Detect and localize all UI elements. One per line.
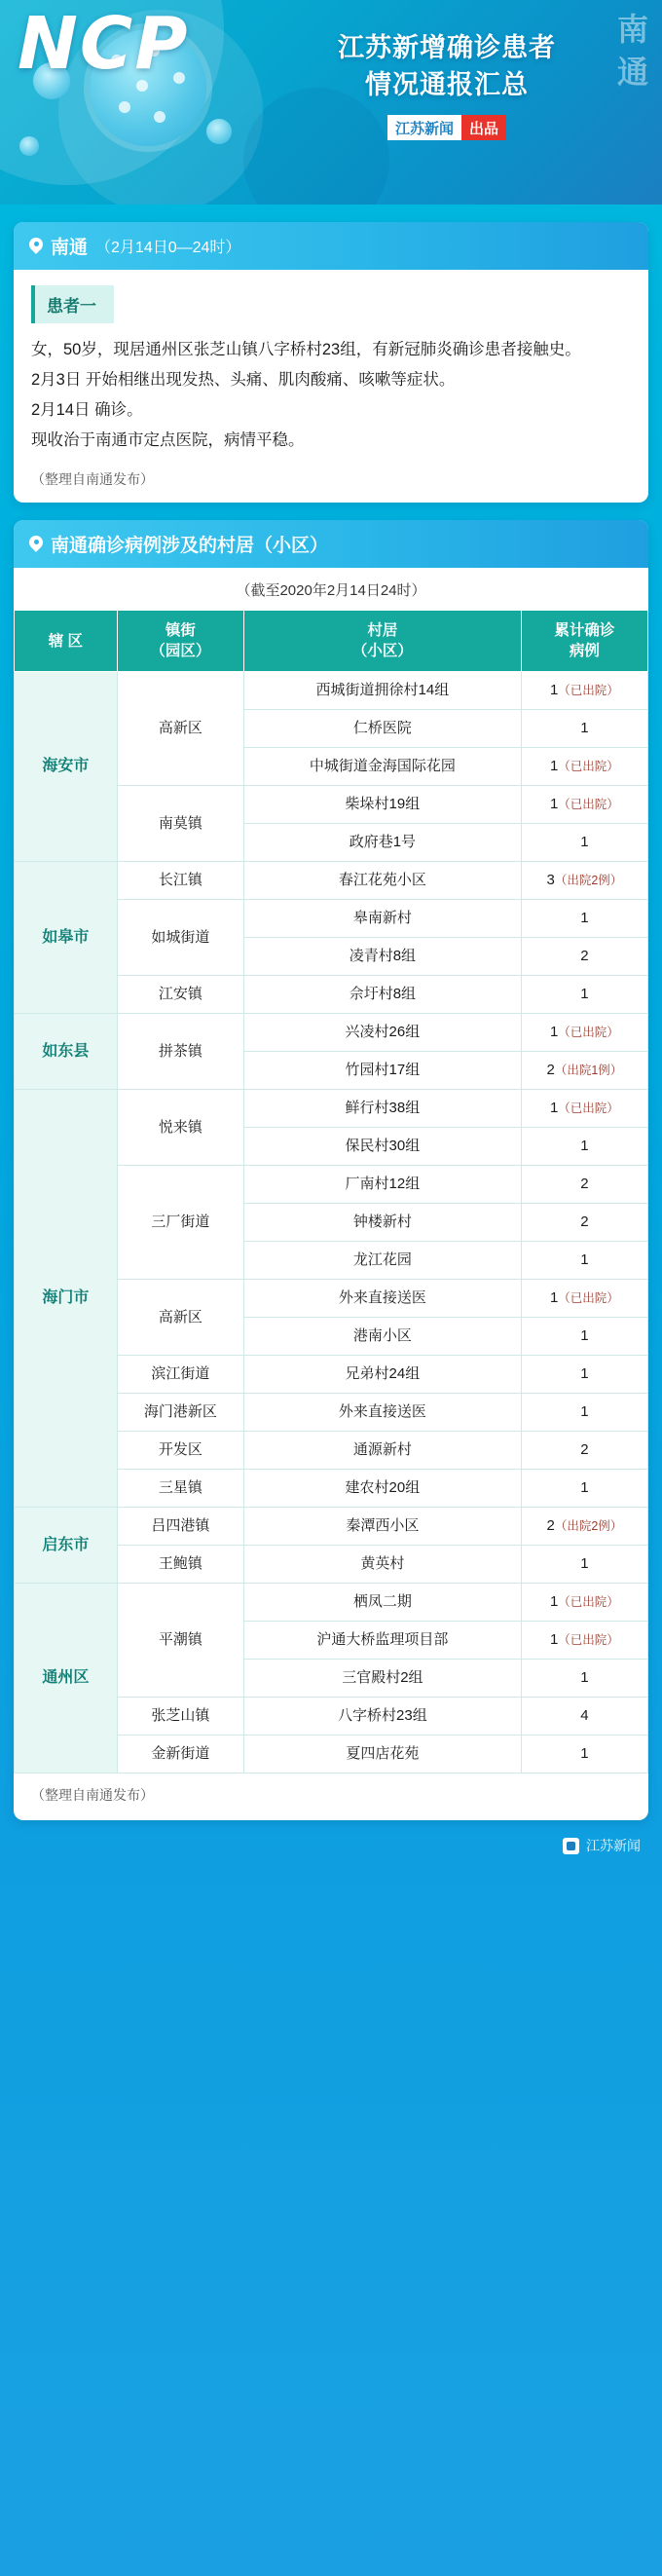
cell-count (521, 824, 647, 862)
cell-count (521, 1242, 647, 1280)
cell-village: 皋南新村 (243, 900, 521, 938)
page-header (0, 0, 662, 205)
cell-area: 启东市 (15, 1508, 118, 1584)
cell-town: 拼茶镇 (117, 1014, 243, 1090)
village-table-header (14, 520, 648, 568)
producer-badge-label: 出品 (461, 115, 506, 140)
patient-paragraph-4: 现收治于南通市定点医院，病情平稳。 (31, 431, 305, 449)
cell-town: 张芝山镇 (117, 1698, 243, 1736)
cell-town: 平潮镇 (117, 1584, 243, 1698)
cell-town: 王鲍镇 (117, 1546, 243, 1584)
brand-logo-icon (563, 1838, 579, 1854)
location-pin-icon (29, 536, 43, 553)
cell-village: 政府巷1号 (243, 824, 521, 862)
th-count-line1: 累计确诊 (554, 622, 615, 639)
cell-area: 海安市 (15, 672, 118, 862)
cell-count-note: （已出院） (558, 1633, 619, 1647)
th-village-line1: 村居 (367, 622, 398, 639)
th-count (521, 611, 647, 672)
cell-count (521, 672, 647, 710)
cell-village: 黄英村 (243, 1546, 521, 1584)
cell-count (521, 1584, 647, 1622)
cell-count-value: 1 (549, 1289, 559, 1306)
cell-count (521, 1546, 647, 1584)
village-table-card (14, 520, 648, 1820)
village-table-title: 南通确诊病例涉及的村居（小区） (51, 536, 329, 556)
cell-village: 建农村20组 (243, 1470, 521, 1508)
cell-count-value: 1 (580, 1479, 589, 1496)
cell-village: 龙江花园 (243, 1242, 521, 1280)
cell-count (521, 1128, 647, 1166)
cell-village: 凌青村8组 (243, 938, 521, 976)
ncp-logo: NCP (18, 2, 190, 86)
cell-count-note: （已出院） (558, 1595, 619, 1609)
cell-town: 吕四港镇 (117, 1508, 243, 1546)
cell-count-value: 4 (580, 1707, 589, 1724)
table-row (15, 1090, 648, 1128)
table-row (15, 862, 648, 900)
cell-town: 悦来镇 (117, 1090, 243, 1166)
cell-town: 如城街道 (117, 900, 243, 976)
cell-town: 三厂街道 (117, 1166, 243, 1280)
cell-village: 栖凤二期 (243, 1584, 521, 1622)
cell-village: 八字桥村23组 (243, 1698, 521, 1736)
cell-village: 沪通大桥监理项目部 (243, 1622, 521, 1660)
cell-count-value: 1 (549, 796, 559, 812)
cell-town: 金新街道 (117, 1736, 243, 1773)
cell-count (521, 1432, 647, 1470)
cell-count-value: 1 (580, 720, 589, 736)
cell-count-value: 1 (580, 1138, 589, 1154)
cell-count-value: 1 (580, 1669, 589, 1686)
cell-village: 西城街道拥徐村14组 (243, 672, 521, 710)
cell-count-value: 1 (580, 1745, 589, 1762)
cell-count (521, 1204, 647, 1242)
cell-village: 外来直接送医 (243, 1280, 521, 1318)
cell-town: 开发区 (117, 1432, 243, 1470)
cell-count-note: （已出院） (558, 798, 619, 811)
cell-village: 港南小区 (243, 1318, 521, 1356)
header-title-line2: 情况通报汇总 (365, 70, 529, 99)
cell-count (521, 1166, 647, 1204)
cell-count (521, 1280, 647, 1318)
cell-village: 仁桥医院 (243, 710, 521, 748)
village-table-source-note: （整理自南通发布） (31, 1787, 154, 1803)
patient-paragraph-3: 2月14日 确诊。 (31, 401, 143, 419)
th-town (117, 611, 243, 672)
patient-card-location: 南通 (51, 238, 89, 258)
patient-paragraph-1: 女，50岁，现居通州区张芝山镇八字桥村23组，有新冠肺炎确诊患者接触史。 (31, 341, 581, 358)
cell-count-value: 1 (580, 1403, 589, 1420)
cell-area: 如皋市 (15, 862, 118, 1014)
cell-count (521, 1052, 647, 1090)
th-area-line1: 辖 区 (48, 632, 84, 650)
patient-card-body (14, 270, 648, 503)
th-count-line2: 病例 (569, 643, 600, 659)
cell-count-value: 1 (549, 1631, 559, 1648)
cell-count-value: 2 (546, 1517, 555, 1534)
patient-card (14, 222, 648, 503)
th-village (243, 611, 521, 672)
cell-town: 南莫镇 (117, 786, 243, 862)
cell-village: 厂南村12组 (243, 1166, 521, 1204)
cell-count (521, 1660, 647, 1698)
patient-paragraph-2: 2月3日 开始相继出现发热、头痛、肌肉酸痛、咳嗽等症状。 (31, 371, 456, 389)
header-title-block (286, 29, 607, 140)
cell-town: 高新区 (117, 1280, 243, 1356)
cell-village: 春江花苑小区 (243, 862, 521, 900)
cell-count-value: 3 (546, 872, 555, 888)
cell-village: 佘圩村8组 (243, 976, 521, 1014)
cell-village: 竹园村17组 (243, 1052, 521, 1090)
th-town-line1: 镇街 (165, 622, 196, 639)
cell-count (521, 1622, 647, 1660)
cell-count (521, 1508, 647, 1546)
patient-card-timerange: （2月14日0—24时） (95, 240, 241, 256)
cell-town: 滨江街道 (117, 1356, 243, 1394)
table-header-row (15, 611, 648, 672)
cell-count (521, 862, 647, 900)
location-pin-icon (29, 238, 43, 255)
cell-village: 夏四店花苑 (243, 1736, 521, 1773)
village-table-caption: （截至2020年2月14日24时） (236, 582, 426, 599)
cell-village: 秦潭西小区 (243, 1508, 521, 1546)
page-footer (0, 1820, 662, 1871)
th-area (15, 611, 118, 672)
cell-town: 海门港新区 (117, 1394, 243, 1432)
cell-count (521, 786, 647, 824)
cell-count-note: （出院1例） (554, 1064, 623, 1077)
cell-village: 三官殿村2组 (243, 1660, 521, 1698)
cell-count (521, 938, 647, 976)
cell-count (521, 710, 647, 748)
producer-badge (387, 115, 506, 140)
cell-count-note: （出院2例） (554, 874, 623, 887)
village-table (14, 610, 648, 1773)
cell-count (521, 1736, 647, 1773)
header-side-text: 南通 (616, 12, 650, 90)
cell-count (521, 900, 647, 938)
table-row (15, 672, 648, 710)
cell-count-note: （已出院） (558, 1026, 619, 1039)
cell-count-value: 1 (580, 1327, 589, 1344)
patient-source-note: （整理自南通发布） (31, 471, 154, 487)
cell-count-value: 1 (549, 1593, 559, 1610)
cell-count-value: 1 (580, 1555, 589, 1572)
cell-count-value: 2 (580, 1176, 589, 1192)
cell-village: 外来直接送医 (243, 1394, 521, 1432)
cell-count (521, 1090, 647, 1128)
virus-icon-small (206, 119, 232, 144)
cell-count-value: 2 (580, 948, 589, 964)
cell-count (521, 1014, 647, 1052)
cell-village: 鲜行村38组 (243, 1090, 521, 1128)
producer-badge-brand: 江苏新闻 (387, 115, 461, 140)
cell-village: 兴凌村26组 (243, 1014, 521, 1052)
cell-count-note: （已出院） (558, 684, 619, 697)
cell-count (521, 748, 647, 786)
header-title-line1: 江苏新增确诊患者 (338, 33, 556, 62)
cell-count-value: 1 (580, 1365, 589, 1382)
cell-village: 柴垛村19组 (243, 786, 521, 824)
cell-area: 如东县 (15, 1014, 118, 1090)
cell-area: 海门市 (15, 1090, 118, 1508)
cell-town: 三星镇 (117, 1470, 243, 1508)
cell-count-note: （已出院） (558, 760, 619, 773)
cell-count-note: （出院2例） (554, 1519, 623, 1533)
th-village-line2: （小区） (351, 643, 413, 659)
cell-count-value: 1 (580, 1251, 589, 1268)
patient-tag: 患者一 (31, 285, 114, 323)
cell-count-value: 1 (549, 1024, 559, 1040)
cell-village: 中城街道金海国际花园 (243, 748, 521, 786)
cell-count-value: 1 (549, 758, 559, 774)
th-town-line2: （园区） (150, 643, 211, 659)
cell-town: 高新区 (117, 672, 243, 786)
cell-count (521, 1356, 647, 1394)
cell-count (521, 1470, 647, 1508)
table-body (15, 672, 648, 1773)
table-row (15, 1508, 648, 1546)
table-row (15, 1584, 648, 1622)
cell-count-value: 1 (580, 986, 589, 1002)
cell-count-note: （已出院） (558, 1101, 619, 1115)
cell-area: 通州区 (15, 1584, 118, 1773)
virus-icon-small (19, 136, 39, 156)
patient-card-header (14, 222, 648, 270)
cell-town: 长江镇 (117, 862, 243, 900)
cell-count-value: 2 (546, 1062, 555, 1078)
cell-count (521, 1698, 647, 1736)
cell-village: 通源新村 (243, 1432, 521, 1470)
cell-count-value: 1 (549, 1100, 559, 1116)
table-row (15, 1014, 648, 1052)
cell-count (521, 1318, 647, 1356)
cell-town: 江安镇 (117, 976, 243, 1014)
cell-count (521, 1394, 647, 1432)
cell-village: 保民村30组 (243, 1128, 521, 1166)
footer-brand-label: 江苏新闻 (586, 1838, 641, 1853)
cell-count (521, 976, 647, 1014)
cell-village: 兄弟村24组 (243, 1356, 521, 1394)
cell-count-value: 1 (580, 834, 589, 850)
cell-village: 钟楼新村 (243, 1204, 521, 1242)
cell-count-value: 1 (549, 682, 559, 698)
cell-count-value: 1 (580, 910, 589, 926)
cell-count-value: 2 (580, 1441, 589, 1458)
cell-count-value: 2 (580, 1213, 589, 1230)
cell-count-note: （已出院） (558, 1291, 619, 1305)
